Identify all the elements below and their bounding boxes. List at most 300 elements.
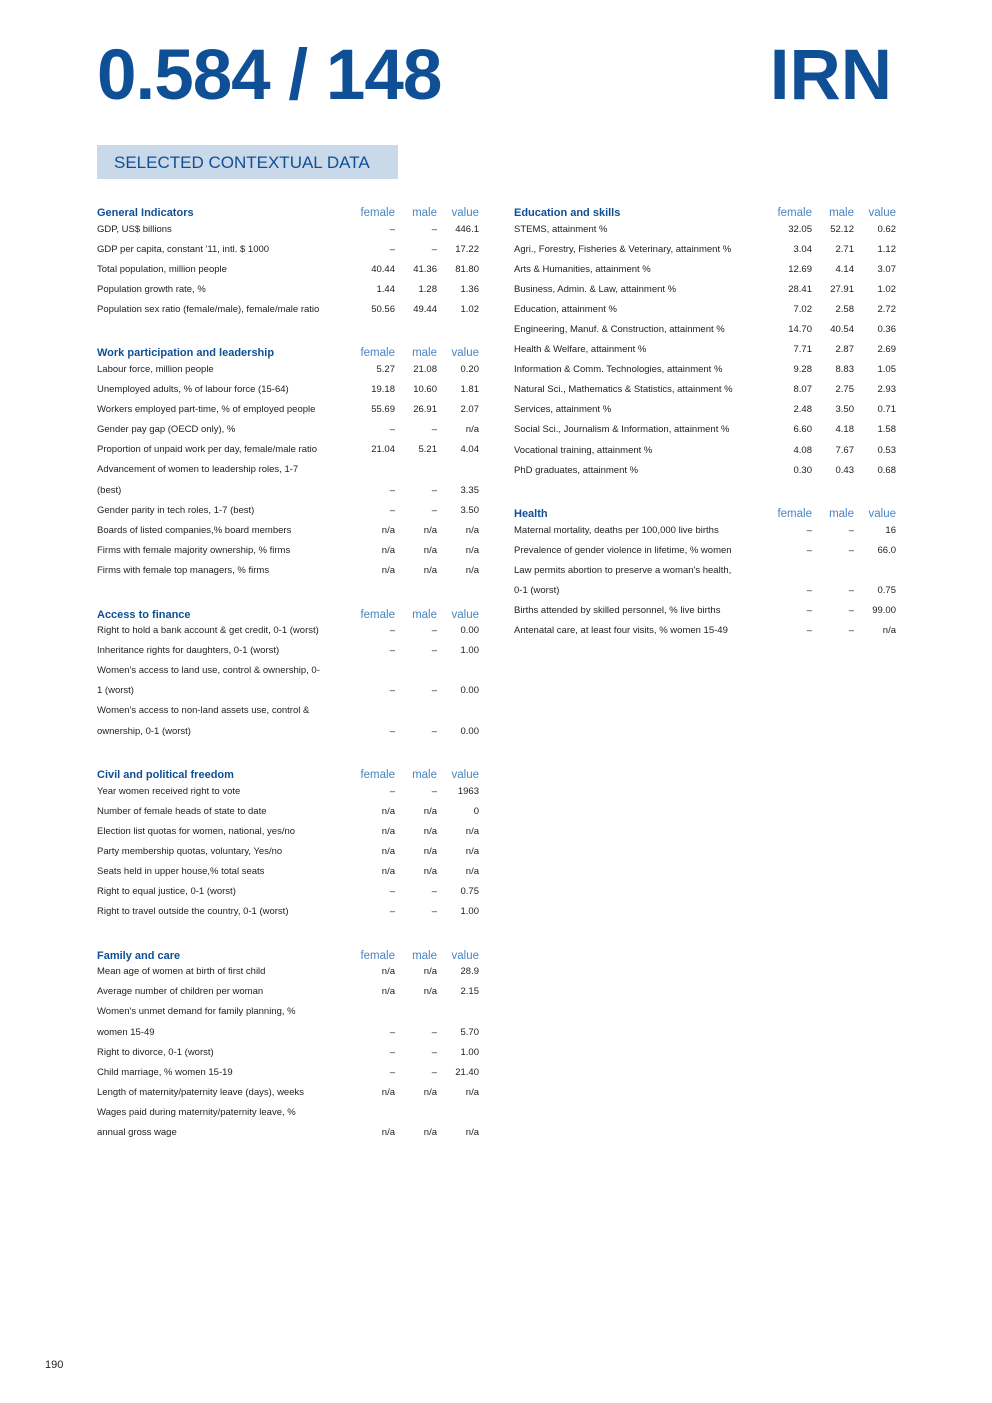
row-label: Antenatal care, at least four visits, % women 15-49	[514, 625, 728, 637]
ratio-value: 1.02	[460, 303, 479, 315]
column-header-male: male	[412, 949, 437, 962]
row-label: GDP, US$ billions	[97, 223, 172, 235]
ratio-value: 17.22	[455, 243, 479, 255]
female-value: 1.44	[376, 283, 395, 295]
ratio-value: 3.07	[877, 263, 896, 275]
female-value: n/a	[381, 1086, 395, 1098]
ratio-value: 0.20	[460, 364, 479, 376]
row-label: Firms with female top managers, % firms	[97, 564, 270, 576]
row-label: Year women received right to vote	[97, 785, 241, 797]
ratio-value: 1963	[457, 785, 479, 797]
row-label: STEMS, attainment %	[514, 223, 608, 235]
section-title: Civil and political freedom	[97, 769, 234, 782]
row-label: Mean age of women at birth of first child	[97, 966, 266, 978]
male-value: 0.43	[835, 464, 854, 476]
country-code: IRN	[769, 36, 892, 115]
gender-gap-score-rank: 0.584 / 148	[97, 36, 442, 115]
male-value: n/a	[423, 564, 437, 576]
table-row	[97, 801, 479, 821]
female-value: 32.05	[788, 223, 812, 235]
male-value: –	[431, 243, 437, 255]
table-row	[514, 380, 896, 400]
section-header	[514, 199, 896, 219]
table-row	[514, 621, 896, 641]
female-value: –	[389, 1066, 395, 1078]
row-label: Services, attainment %	[514, 404, 612, 416]
row-label: Births attended by skilled personnel, % live births	[514, 605, 721, 617]
female-value: 40.44	[371, 263, 395, 275]
ratio-value: 2.72	[877, 303, 896, 315]
female-value: n/a	[381, 966, 395, 978]
column-header-male: male	[412, 608, 437, 621]
female-value: –	[806, 625, 812, 637]
female-value: 4.08	[793, 444, 812, 456]
ratio-value: 28.9	[460, 966, 479, 978]
female-value: 3.04	[793, 243, 812, 255]
female-value: 8.07	[793, 384, 812, 396]
section-title: Access to finance	[97, 608, 191, 621]
male-value: 49.44	[413, 303, 437, 315]
male-value: 41.36	[413, 263, 437, 275]
female-value: n/a	[381, 986, 395, 998]
table-row	[97, 440, 479, 460]
column-header-female: female	[360, 769, 395, 782]
table-row	[514, 440, 896, 460]
ratio-value: 3.35	[460, 484, 479, 496]
column-header-value: value	[451, 207, 479, 219]
female-value: n/a	[381, 825, 395, 837]
row-label: Total population, million people	[97, 263, 227, 275]
ratio-value: n/a	[465, 825, 479, 837]
row-label: Business, Admin. & Law, attainment %	[514, 283, 677, 295]
ratio-value: 99.00	[872, 605, 896, 617]
row-label: Engineering, Manuf. & Construction, attainment %	[514, 324, 725, 336]
page-number: 190	[45, 1359, 64, 1371]
table-row	[514, 219, 896, 239]
row-label: Number of female heads of state to date	[97, 805, 267, 817]
row-label: Social Sci., Journalism & Information, attainment %	[514, 424, 730, 436]
ratio-value: 1.36	[460, 283, 479, 295]
row-label: Women's access to land use, control & ownership, 0-	[97, 665, 320, 677]
section-title: General Indicators	[97, 207, 194, 219]
table-row	[514, 581, 896, 601]
female-value: –	[389, 645, 395, 657]
male-value: 2.87	[835, 344, 854, 356]
female-value: 6.60	[793, 424, 812, 436]
male-value: n/a	[423, 524, 437, 536]
row-label: Workers employed part-time, % of employed people	[97, 404, 316, 416]
table-row	[97, 540, 479, 560]
female-value: –	[389, 785, 395, 797]
female-value: –	[389, 484, 395, 496]
table-row	[97, 1102, 479, 1122]
row-label: Right to travel outside the country, 0-1 (worst)	[97, 906, 289, 918]
female-value: 0.30	[793, 464, 812, 476]
female-value: –	[389, 906, 395, 918]
table-row	[97, 681, 479, 701]
section-header	[97, 601, 479, 621]
ratio-value: 2.69	[877, 344, 896, 356]
male-value: –	[431, 625, 437, 637]
section-general-indicators	[97, 199, 479, 319]
table-row	[514, 601, 896, 621]
table-row	[97, 299, 479, 319]
male-value: n/a	[423, 825, 437, 837]
ratio-value: 1.81	[460, 384, 479, 396]
female-value: –	[389, 243, 395, 255]
row-label: GDP per capita, constant '11, intl. $ 1000	[97, 243, 270, 255]
male-value: –	[431, 906, 437, 918]
ratio-value: 0.00	[460, 685, 479, 697]
table-row	[97, 841, 479, 861]
female-value: 12.69	[788, 263, 812, 275]
row-label: Education, attainment %	[514, 303, 617, 315]
section-civil-and-political-freedom	[97, 761, 479, 922]
table-row	[97, 1122, 479, 1142]
column-header-male: male	[412, 347, 437, 360]
male-value: n/a	[423, 1127, 437, 1139]
female-value: –	[389, 424, 395, 436]
row-label: Party membership quotas, voluntary, Yes/no	[97, 845, 283, 857]
male-value: 7.67	[835, 444, 854, 456]
table-row	[514, 460, 896, 480]
table-row	[97, 1082, 479, 1102]
ratio-value: 81.80	[455, 263, 479, 275]
female-value: –	[389, 1046, 395, 1058]
table-row	[97, 219, 479, 239]
row-label: 1 (worst)	[97, 685, 134, 697]
column-header-value: value	[451, 769, 479, 782]
row-label: Right to hold a bank account & get credit, 0-1 (worst)	[97, 625, 319, 637]
table-row	[97, 560, 479, 580]
male-value: 8.83	[835, 364, 854, 376]
ratio-value: 3.50	[460, 504, 479, 516]
column-header-female: female	[360, 207, 395, 219]
table-row	[97, 821, 479, 841]
male-value: 2.58	[835, 303, 854, 315]
row-label: Child marriage, % women 15-19	[97, 1066, 233, 1078]
table-row	[97, 721, 479, 741]
male-value: –	[848, 625, 854, 637]
male-value: –	[431, 504, 437, 516]
column-header-male: male	[829, 207, 854, 219]
row-label: Maternal mortality, deaths per 100,000 live births	[514, 524, 719, 536]
ratio-value: 0.75	[460, 886, 479, 898]
ratio-value: n/a	[465, 865, 479, 877]
table-row	[514, 279, 896, 299]
male-value: 52.12	[830, 223, 854, 235]
table-row	[97, 480, 479, 500]
male-value: 3.50	[835, 404, 854, 416]
ratio-value: 0	[473, 805, 479, 817]
table-row	[97, 259, 479, 279]
table-row	[97, 239, 479, 259]
column-header-female: female	[360, 608, 395, 621]
ratio-value: 1.12	[877, 243, 896, 255]
male-value: –	[848, 585, 854, 597]
row-label: annual gross wage	[97, 1127, 177, 1139]
row-label: Information & Comm. Technologies, attainment %	[514, 364, 723, 376]
ratio-value: n/a	[465, 424, 479, 436]
ratio-value: n/a	[465, 564, 479, 576]
row-label: Natural Sci., Mathematics & Statistics, attainment %	[514, 384, 733, 396]
ratio-value: 21.40	[455, 1066, 479, 1078]
table-row	[97, 962, 479, 982]
column-header-female: female	[777, 207, 812, 219]
row-label: Proportion of unpaid work per day, female/male ratio	[97, 444, 318, 456]
section-access-to-finance	[97, 601, 479, 742]
male-value: –	[431, 725, 437, 737]
row-label: Agri., Forestry, Fisheries & Veterinary, attainment %	[514, 243, 732, 255]
male-value: n/a	[423, 544, 437, 556]
female-value: 21.04	[371, 444, 395, 456]
female-value: –	[389, 625, 395, 637]
column-header-female: female	[360, 949, 395, 962]
column-header-value: value	[868, 207, 896, 219]
ratio-value: 16	[885, 524, 896, 536]
ratio-value: 0.75	[877, 585, 896, 597]
row-label: Right to equal justice, 0-1 (worst)	[97, 886, 236, 898]
ratio-value: 1.58	[877, 424, 896, 436]
row-label: Seats held in upper house,% total seats	[97, 865, 265, 877]
section-header	[97, 339, 479, 359]
column-header-female: female	[360, 347, 395, 360]
section-family-and-care	[97, 942, 479, 1143]
ratio-value: 5.70	[460, 1026, 479, 1038]
row-label: Prevalence of gender violence in lifetime, % women	[514, 544, 732, 556]
female-value: –	[389, 685, 395, 697]
male-value: n/a	[423, 966, 437, 978]
table-row	[97, 1042, 479, 1062]
male-value: 10.60	[413, 384, 437, 396]
male-value: –	[431, 785, 437, 797]
row-label: Population sex ratio (female/male), female/male ratio	[97, 303, 320, 315]
ratio-value: 1.02	[877, 283, 896, 295]
section-header	[514, 500, 896, 520]
section-title: Education and skills	[514, 207, 621, 219]
table-row	[97, 1022, 479, 1042]
row-label: Inheritance rights for daughters, 0-1 (worst)	[97, 645, 280, 657]
table-row	[514, 239, 896, 259]
banner-title: SELECTED CONTEXTUAL DATA	[114, 153, 370, 172]
female-value: 5.27	[376, 364, 395, 376]
female-value: –	[806, 524, 812, 536]
female-value: n/a	[381, 544, 395, 556]
ratio-value: 2.07	[460, 404, 479, 416]
column-header-value: value	[868, 508, 896, 521]
female-value: –	[389, 886, 395, 898]
ratio-value: 2.15	[460, 986, 479, 998]
table-row	[97, 621, 479, 641]
section-title: Family and care	[97, 949, 181, 962]
row-label: Length of maternity/paternity leave (days), weeks	[97, 1086, 304, 1098]
female-value: n/a	[381, 524, 395, 536]
ratio-value: 0.00	[460, 725, 479, 737]
table-row	[97, 460, 479, 480]
female-value: n/a	[381, 865, 395, 877]
row-label: Unemployed adults, % of labour force (15-64)	[97, 384, 289, 396]
row-label: Labour force, million people	[97, 364, 214, 376]
table-row	[514, 560, 896, 580]
table-row	[97, 359, 479, 379]
male-value: –	[848, 524, 854, 536]
section-header	[97, 942, 479, 962]
row-label: Law permits abortion to preserve a woman's health,	[514, 564, 732, 576]
row-label: Vocational training, attainment %	[514, 444, 653, 456]
table-row	[97, 400, 479, 420]
row-label: Election list quotas for women, national, yes/no	[97, 825, 296, 837]
ratio-value: 0.36	[877, 324, 896, 336]
female-value: –	[806, 585, 812, 597]
section-header	[97, 761, 479, 781]
column-header-value: value	[451, 608, 479, 621]
male-value: –	[431, 1046, 437, 1058]
table-row	[514, 340, 896, 360]
male-value: –	[431, 484, 437, 496]
section-header	[97, 199, 479, 219]
column-header-male: male	[412, 207, 437, 219]
male-value: n/a	[423, 865, 437, 877]
female-value: –	[389, 504, 395, 516]
male-value: –	[431, 1026, 437, 1038]
table-row	[514, 420, 896, 440]
male-value: n/a	[423, 986, 437, 998]
male-value: –	[431, 886, 437, 898]
table-row	[97, 420, 479, 440]
row-label: Gender parity in tech roles, 1-7 (best)	[97, 504, 255, 516]
female-value: –	[806, 605, 812, 617]
ratio-value: 446.1	[455, 223, 479, 235]
male-value: n/a	[423, 845, 437, 857]
row-label: Population growth rate, %	[97, 283, 206, 295]
ratio-value: n/a	[465, 544, 479, 556]
female-value: n/a	[381, 845, 395, 857]
table-row	[97, 861, 479, 881]
female-value: 2.48	[793, 404, 812, 416]
female-value: 7.71	[793, 344, 812, 356]
male-value: n/a	[423, 805, 437, 817]
table-row	[97, 279, 479, 299]
ratio-value: 0.62	[877, 223, 896, 235]
ratio-value: 4.04	[460, 444, 479, 456]
male-value: 27.91	[830, 283, 854, 295]
male-value: –	[431, 223, 437, 235]
female-value: 7.02	[793, 303, 812, 315]
ratio-value: n/a	[465, 524, 479, 536]
row-label: (best)	[97, 484, 122, 496]
table-row	[97, 882, 479, 902]
table-row	[97, 1002, 479, 1022]
ratio-value: 66.0	[877, 544, 896, 556]
male-value: –	[431, 645, 437, 657]
table-row	[97, 781, 479, 801]
female-value: n/a	[381, 805, 395, 817]
female-value: 50.56	[371, 303, 395, 315]
ratio-value: n/a	[465, 1086, 479, 1098]
table-row	[514, 540, 896, 560]
ratio-value: n/a	[465, 845, 479, 857]
table-row	[97, 641, 479, 661]
table-row	[514, 299, 896, 319]
table-row	[97, 982, 479, 1002]
table-row	[97, 701, 479, 721]
column-header-female: female	[777, 508, 812, 521]
row-label: Advancement of women to leadership roles, 1-7	[97, 464, 299, 476]
male-value: 26.91	[413, 404, 437, 416]
row-label: Wages paid during maternity/paternity leave, %	[97, 1106, 296, 1118]
female-value: 28.41	[788, 283, 812, 295]
row-label: PhD graduates, attainment %	[514, 464, 639, 476]
male-value: –	[848, 605, 854, 617]
female-value: 19.18	[371, 384, 395, 396]
ratio-value: 0.71	[877, 404, 896, 416]
male-value: 4.14	[835, 263, 854, 275]
male-value: –	[431, 424, 437, 436]
female-value: n/a	[381, 1127, 395, 1139]
column-header-value: value	[451, 347, 479, 360]
male-value: n/a	[423, 1086, 437, 1098]
ratio-value: n/a	[465, 1127, 479, 1139]
ratio-value: 1.00	[460, 645, 479, 657]
row-label: Health & Welfare, attainment %	[514, 344, 647, 356]
ratio-value: 1.05	[877, 364, 896, 376]
section-health	[514, 500, 896, 641]
table-row	[97, 1062, 479, 1082]
female-value: –	[389, 1026, 395, 1038]
table-row	[514, 259, 896, 279]
male-value: –	[848, 544, 854, 556]
male-value: 5.21	[418, 444, 437, 456]
female-value: –	[806, 544, 812, 556]
male-value: 2.75	[835, 384, 854, 396]
ratio-value: 0.68	[877, 464, 896, 476]
row-label: ownership, 0-1 (worst)	[97, 725, 191, 737]
section-education-and-skills	[514, 199, 896, 480]
row-label: Women's unmet demand for family planning, %	[97, 1006, 296, 1018]
female-value: n/a	[381, 564, 395, 576]
ratio-value: 1.00	[460, 906, 479, 918]
ratio-value: 0.00	[460, 625, 479, 637]
female-value: 55.69	[371, 404, 395, 416]
male-value: 40.54	[830, 324, 854, 336]
male-value: 4.18	[835, 424, 854, 436]
ratio-value: 1.00	[460, 1046, 479, 1058]
male-value: 2.71	[835, 243, 854, 255]
row-label: Right to divorce, 0-1 (worst)	[97, 1046, 214, 1058]
table-row	[97, 902, 479, 922]
table-row	[514, 520, 896, 540]
column-header-male: male	[412, 769, 437, 782]
female-value: 9.28	[793, 364, 812, 376]
section-title: Work participation and leadership	[97, 347, 275, 360]
ratio-value: n/a	[882, 625, 896, 637]
male-value: –	[431, 685, 437, 697]
female-value: 14.70	[788, 324, 812, 336]
row-label: Women's access to non-land assets use, control &	[97, 705, 310, 717]
ratio-value: 2.93	[877, 384, 896, 396]
row-label: Average number of children per woman	[97, 986, 264, 998]
row-label: 0-1 (worst)	[514, 585, 560, 597]
row-label: Gender pay gap (OECD only), %	[97, 424, 236, 436]
section-title: Health	[514, 508, 548, 521]
table-row	[514, 319, 896, 339]
female-value: –	[389, 725, 395, 737]
female-value: –	[389, 223, 395, 235]
table-row	[514, 400, 896, 420]
table-row	[514, 360, 896, 380]
section-work-participation-and-leadership	[97, 339, 479, 580]
row-label: women 15-49	[97, 1026, 155, 1038]
